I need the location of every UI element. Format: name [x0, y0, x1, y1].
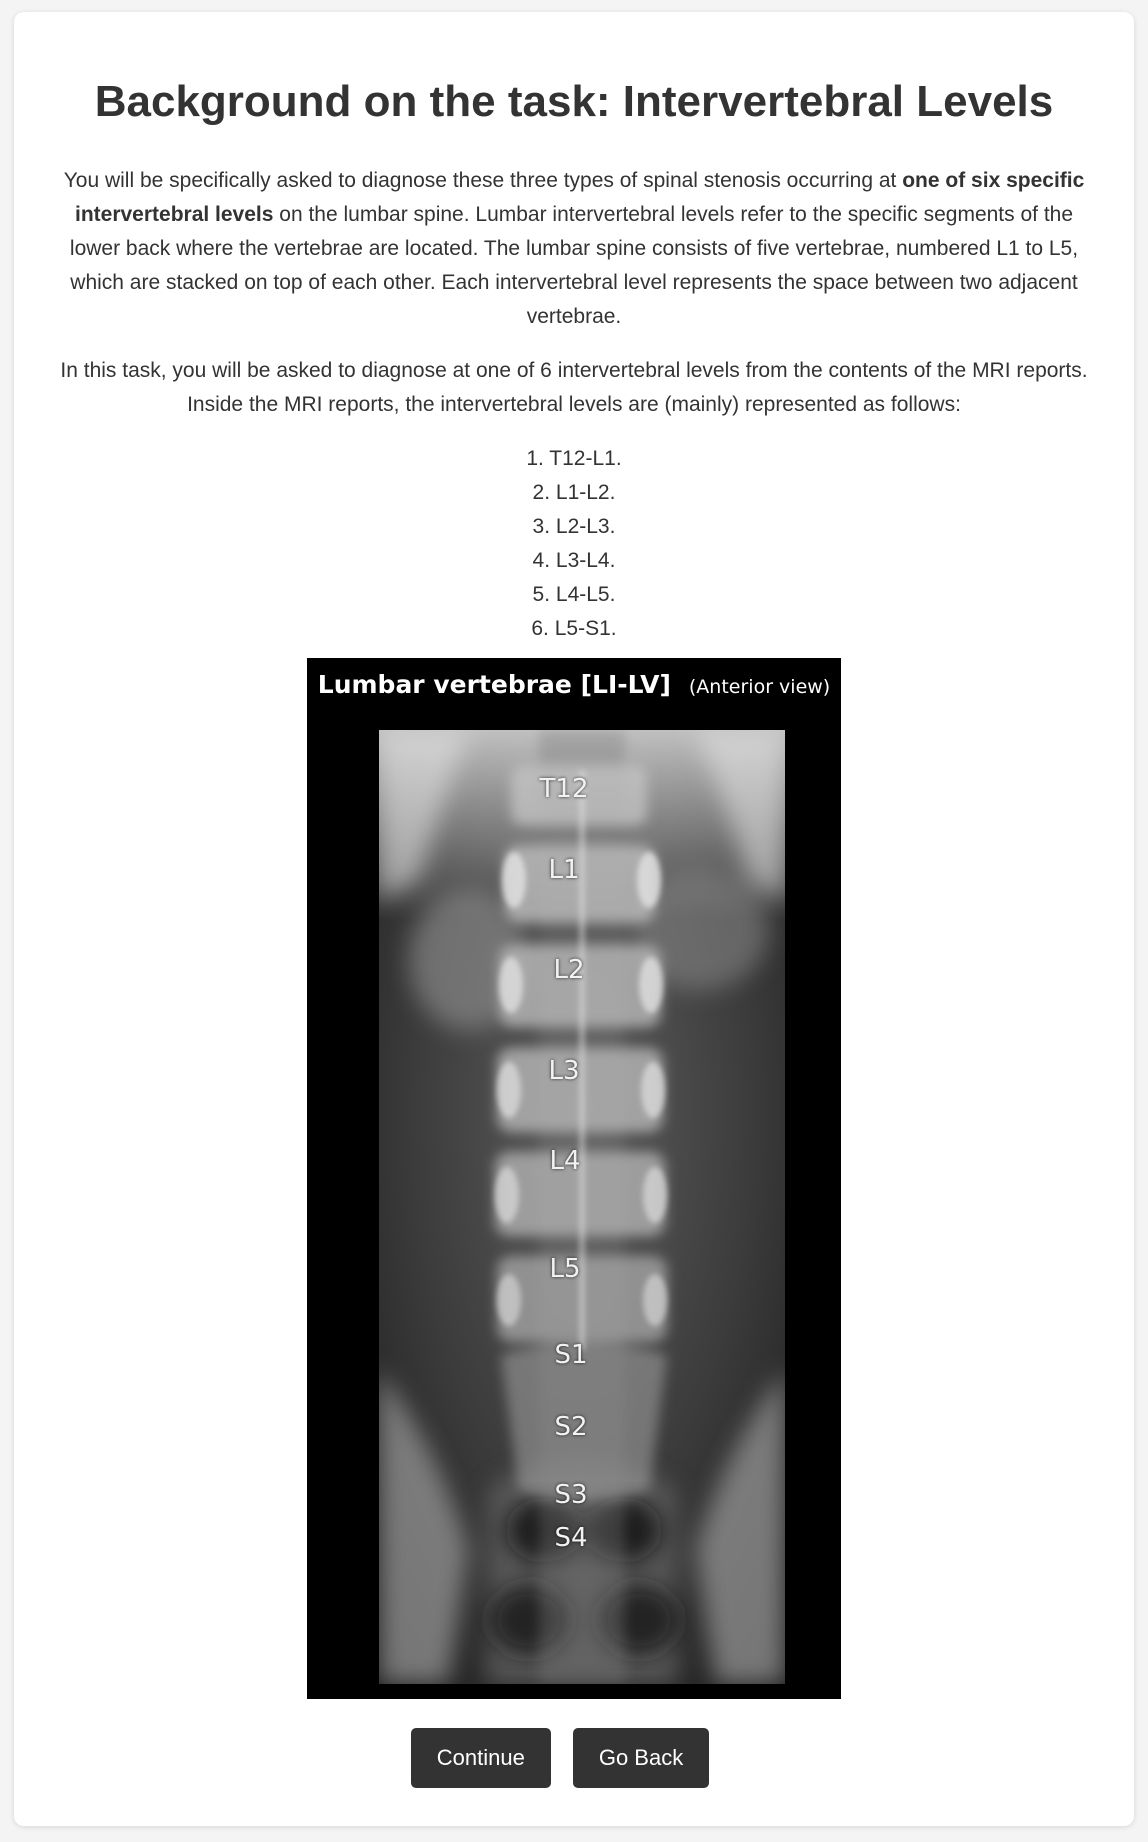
vertebra-label-s3: S3 [554, 1480, 588, 1510]
figure-title: Lumbar vertebrae [LI-LV] [317, 670, 671, 699]
continue-button[interactable]: Continue [411, 1728, 551, 1788]
figure-subtitle: (Anterior view) [688, 676, 831, 698]
level-label: L2-L3. [555, 515, 616, 538]
level-item [50, 544, 1098, 578]
vertebra-label-l4: L4 [549, 1146, 581, 1176]
vertebra-label-l1: L1 [548, 855, 580, 885]
level-number: 4. [532, 549, 551, 572]
navigation-buttons [0, 1728, 1120, 1788]
level-number: 6. [531, 617, 549, 640]
go-back-button[interactable]: Go Back [573, 1728, 709, 1788]
vertebra-label-t12: T12 [539, 774, 589, 804]
level-label: L4-L5. [555, 583, 616, 606]
level-label: L5-S1. [554, 617, 617, 640]
task-paragraph: In this task, you will be asked to diagnose at one of 6 intervertebral levels from the contents of the MRI reports. Inside the MRI reports, the intervertebral levels are (mainly) represented as follows: [60, 359, 1088, 416]
level-item [50, 476, 1098, 510]
levels-list [50, 442, 1098, 646]
figure-caption [307, 670, 841, 699]
level-label: L1-L2. [555, 481, 616, 504]
vertebra-label-l2: L2 [553, 955, 585, 985]
level-number: 5. [532, 583, 551, 606]
vertebra-label-l5: L5 [549, 1254, 581, 1284]
intro-text-end: on the lumbar spine. Lumbar intervertebral levels refer to the specific segments of the lower back where the vertebrae are located. The lumbar spine consists of five vertebrae, numbered L1 to L5, which are stacked on top of each other. Each intervertebral level represents the space between two adjacent vertebrae. [69, 203, 1079, 328]
intro-paragraph [50, 164, 1098, 334]
vertebra-label-s4: S4 [554, 1523, 588, 1553]
xray-image [379, 730, 785, 1684]
level-item [50, 442, 1098, 476]
vertebra-label-l3: L3 [548, 1056, 580, 1086]
level-number: 2. [532, 481, 551, 504]
content-card [14, 12, 1134, 1826]
vertebra-label-s1: S1 [554, 1340, 588, 1370]
vertebra-label-s2: S2 [554, 1412, 588, 1442]
level-item [50, 510, 1098, 544]
level-number: 3. [532, 515, 551, 538]
intro-text-bold: one of six specific intervertebral levels [74, 169, 1085, 226]
intro-text-start: You will be specifically asked to diagnose these three types of spinal stenosis occurring at [63, 169, 903, 192]
level-number: 1. [526, 447, 544, 470]
level-item [50, 578, 1098, 612]
page-title: Background on the task: Intervertebral Levels [94, 77, 1054, 126]
spine-xray-figure [307, 658, 841, 1699]
level-label: T12-L1. [549, 447, 622, 470]
level-label: L3-L4. [555, 549, 616, 572]
level-item [50, 612, 1098, 646]
